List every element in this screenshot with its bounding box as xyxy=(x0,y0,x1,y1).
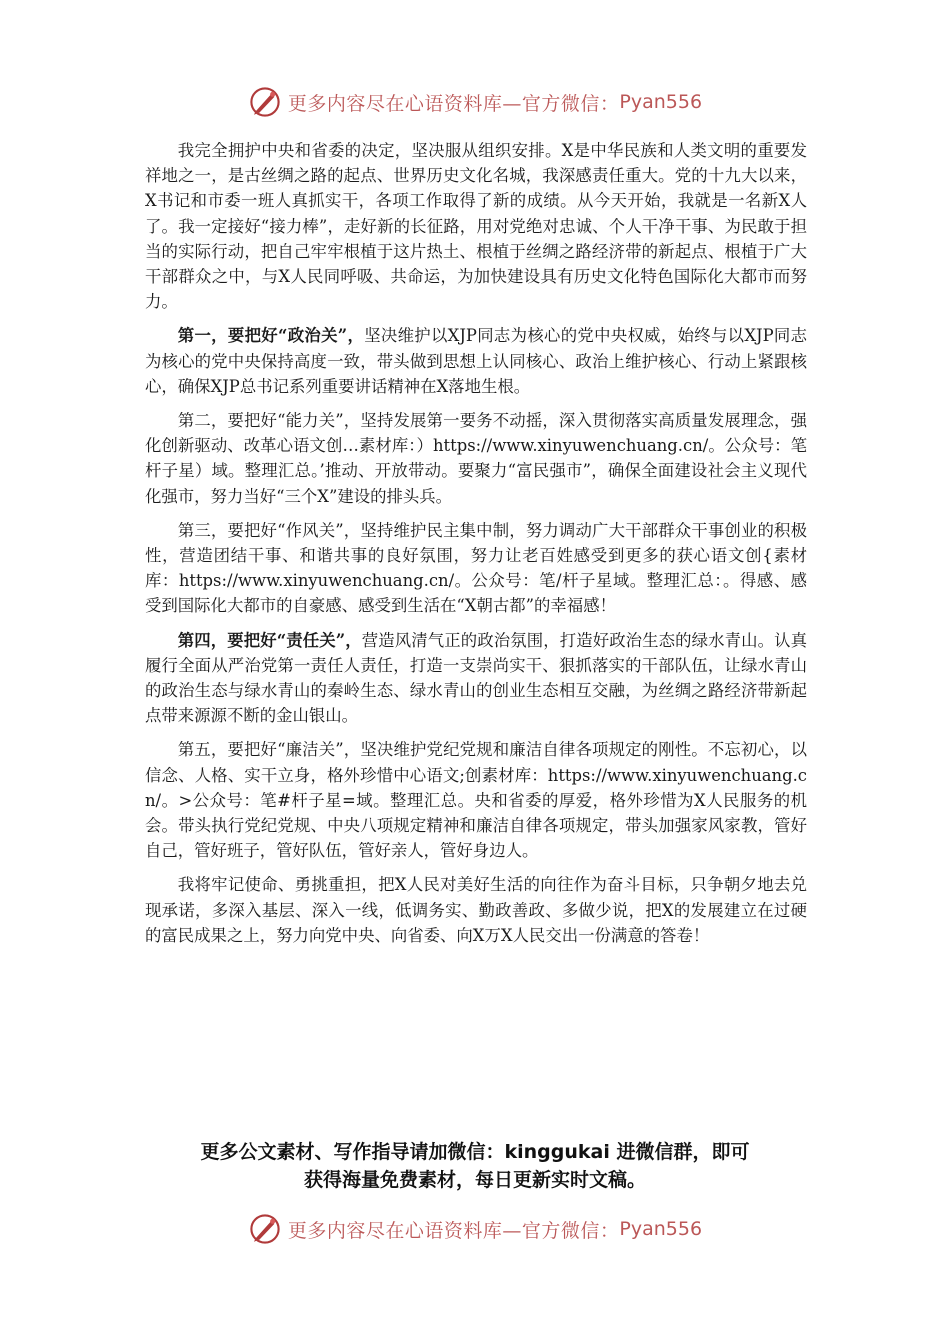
paragraph-6: 第五，要把好“廉洁关”，坚决维护党纪党规和廉洁自律各项规定的刚性。不忘初心，以信念、人格、实干立身，格外珍惜中心语文;创素材库：https://www.xinyuwenchuang.cn/。>公众号：笔#杆子星=域。整理汇总。央和省委的厚爱，格外珍惜为X人民服务的机会。带头执行党纪党规、中央八项规定精神和廉洁自律各项规定，带头加强家风家教，管好自己，管好班子，管好队伍，管好亲人，管好身边人。 xyxy=(145,740,807,861)
header-watermark-banner xyxy=(0,82,950,122)
banner-text: 更多内容尽在心语资料库—官方微信： xyxy=(287,1219,620,1242)
promo-line-2: 获得海量免费素材，每日更新实时文稿。 xyxy=(303,1169,646,1191)
banner-wechat-id: Pyan556 xyxy=(619,91,703,113)
paragraph-5: 第四，要把好“责任关”，营造风清气正的政治氛围，打造好政治生态的绿水青山。认真履行全面从严治党第一责任人责任，打造一支崇尚实干、狠抓落实的干部队伍，让绿水青山的政治生态与绿水青山的秦岭生态、绿水青山的创业生态相互交融，为丝绸之路经济带新起点带来源源不断的金山银山。 xyxy=(145,630,808,726)
footer-watermark-banner xyxy=(0,1209,950,1249)
paragraph-3: 第二，要把好“能力关”，坚持发展第一要务不动摇，深入贯彻落实高质量发展理念，强化创新驱动、改革心语文创…素材库：）https://www.xinyuwenchuang.cn/。公众号：笔杆子星）域。整理汇总。’推动、开放带动。要聚力“富民强市”，确保全面建设社会主义现代化强市，努力当好“三个X”建设的排头兵。 xyxy=(145,411,807,506)
banner-text: 更多内容尽在心语资料库—官方微信： xyxy=(287,92,620,115)
paragraph-2: 第一，要把好“政治关”，坚决维护以XJP同志为核心的党中央权威，始终与以XJP同志为核心的党中央保持高度一致，带头做到思想上认同核心、政治上维护核心、行动上紧跟核心，确保XJP总书记系列重要讲话精神在X落地生根。 xyxy=(145,326,807,396)
pen-logo-icon xyxy=(248,1212,282,1246)
promo-line-1: 更多公文素材、写作指导请加微信：kinggukai 进微信群，即可 xyxy=(200,1141,750,1163)
promo-notice xyxy=(130,1138,820,1194)
paragraph-4: 第三，要把好“作风关”，坚持维护民主集中制，努力调动广大干部群众干事创业的积极性，营造团结干事、和谐共事的良好氛围，努力让老百姓感受到更多的获心语文创{素材库：https://www.xinyuwenchuang.cn/。公众号：笔/杆子星域。整理汇总：。得感、感受到国际化大都市的自豪感、感受到生活在“X朝古都”的幸福感！ xyxy=(145,520,807,616)
paragraph-7: 我将牢记使命、勇挑重担，把X人民对美好生活的向往作为奋斗目标，只争朝夕地去兑现承诺，多深入基层、深入一线，低调务实、勤政善政、多做少说，把X的发展建立在过硬的富民成果之上，努力向党中央、向省委、向X万X人民交出一份满意的答卷！ xyxy=(145,875,807,945)
pen-logo-icon xyxy=(248,85,282,119)
banner-wechat-id: Pyan556 xyxy=(619,1218,703,1240)
paragraph-1: 我完全拥护中央和省委的决定，坚决服从组织安排。X是中华民族和人类文明的重要发祥地之一，是古丝绸之路的起点、世界历史文化名城，我深感责任重大。党的十九大以来，X书记和市委一班人真抓实干，各项工作取得了新的成绩。从今天开始，我就是一名新X人了。我一定接好“接力棒”，走好新的长征路，用对党绝对忠诚、个人干净干事、为民敢于担当的实际行动，把自己牢牢根植于这片热土、根植于丝绸之路经济带的新起点、根植于广大干部群众之中，与X人民同呼吸、共命运，为加快建设具有历史文化特色国际化大都市而努力。 xyxy=(145,141,807,312)
document-body xyxy=(145,138,807,957)
